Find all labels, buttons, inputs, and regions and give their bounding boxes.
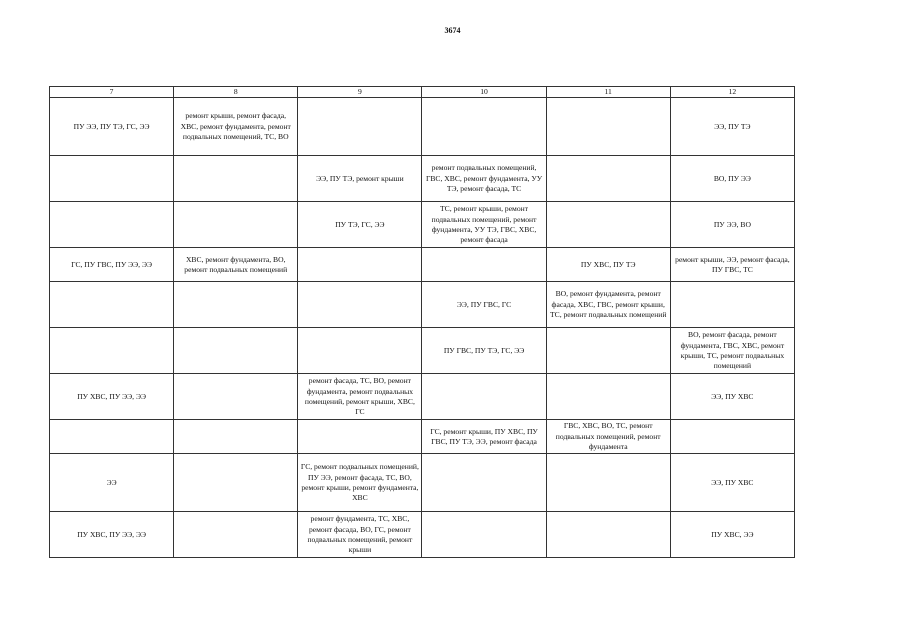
- table-cell: [298, 328, 422, 374]
- column-header: 7: [50, 87, 174, 98]
- table-cell: [422, 374, 546, 420]
- column-header: 12: [670, 87, 794, 98]
- table-cell: [298, 420, 422, 454]
- table-cell: [298, 282, 422, 328]
- table-cell: [174, 328, 298, 374]
- table-cell: ремонт фундамента, ТС, ХВС, ремонт фасада, ВО, ГС, ремонт подвальных помещений, ремонт крыши: [298, 512, 422, 558]
- table-cell: ЭЭ, ПУ ТЭ, ремонт крыши: [298, 156, 422, 202]
- table-cell: ПУ ХВС, ПУ ЭЭ, ЭЭ: [50, 512, 174, 558]
- table-cell: [546, 156, 670, 202]
- table-cell: ремонт крыши, ремонт фасада, ХВС, ремонт фундамента, ремонт подвальных помещений, ТС, ВО: [174, 98, 298, 156]
- table-cell: ЭЭ, ПУ ГВС, ГС: [422, 282, 546, 328]
- table-cell: ВО, ремонт фундамента, ремонт фасада, ХВС, ГВС, ремонт крыши, ТС, ремонт подвальных помещений: [546, 282, 670, 328]
- table-cell: [670, 282, 794, 328]
- table-cell: ремонт фасада, ТС, ВО, ремонт фундамента, ремонт подвальных помещений, ремонт крыши, ХВС, ГС: [298, 374, 422, 420]
- table-cell: [546, 374, 670, 420]
- table-cell: ГС, ремонт крыши, ПУ ХВС, ПУ ГВС, ПУ ТЭ, ЭЭ, ремонт фасада: [422, 420, 546, 454]
- table-cell: [298, 98, 422, 156]
- table-cell: [174, 282, 298, 328]
- table-row: [50, 156, 795, 202]
- table-cell: [422, 512, 546, 558]
- column-header: 9: [298, 87, 422, 98]
- table-cell: [422, 248, 546, 282]
- table-cell: [50, 328, 174, 374]
- table-cell: ПУ ХВС, ПУ ЭЭ, ЭЭ: [50, 374, 174, 420]
- table-cell: [50, 156, 174, 202]
- table-cell: [50, 420, 174, 454]
- table-cell: [546, 328, 670, 374]
- data-table: [49, 86, 795, 558]
- table-cell: [546, 98, 670, 156]
- table-cell: [50, 202, 174, 248]
- table-cell: ЭЭ, ПУ ХВС: [670, 374, 794, 420]
- table-cell: ПУ ТЭ, ГС, ЭЭ: [298, 202, 422, 248]
- table-cell: [174, 156, 298, 202]
- table-cell: ПУ ЭЭ, ПУ ТЭ, ГС, ЭЭ: [50, 98, 174, 156]
- table-cell: [546, 454, 670, 512]
- table-row: [50, 374, 795, 420]
- table-cell: ВО, ремонт фасада, ремонт фундамента, ГВС, ХВС, ремонт крыши, ТС, ремонт подвальных помещений: [670, 328, 794, 374]
- table-cell: ремонт крыши, ЭЭ, ремонт фасада, ПУ ГВС, ТС: [670, 248, 794, 282]
- column-header: 8: [174, 87, 298, 98]
- column-header: 11: [546, 87, 670, 98]
- table-row: [50, 420, 795, 454]
- table-cell: ПУ ХВС, ЭЭ: [670, 512, 794, 558]
- table-row: [50, 454, 795, 512]
- table-cell: ЭЭ, ПУ ТЭ: [670, 98, 794, 156]
- table-cell: [670, 420, 794, 454]
- table-cell: ЭЭ, ПУ ХВС: [670, 454, 794, 512]
- table-cell: [174, 202, 298, 248]
- table-cell: [50, 282, 174, 328]
- table-cell: ремонт подвальных помещений, ГВС, ХВС, ремонт фундамента, УУ ТЭ, ремонт фасада, ТС: [422, 156, 546, 202]
- table-cell: [298, 248, 422, 282]
- table-cell: [422, 98, 546, 156]
- table-cell: ПУ ХВС, ПУ ТЭ: [546, 248, 670, 282]
- column-header: 10: [422, 87, 546, 98]
- page-number: 3674: [444, 26, 461, 35]
- table-row: [50, 98, 795, 156]
- table-cell: ГВС, ХВС, ВО, ТС, ремонт подвальных помещений, ремонт фундамента: [546, 420, 670, 454]
- table-cell: [546, 202, 670, 248]
- header-row: [50, 87, 795, 98]
- table-cell: [174, 374, 298, 420]
- table-cell: ГС, ПУ ГВС, ПУ ЭЭ, ЭЭ: [50, 248, 174, 282]
- table-cell: ХВС, ремонт фундамента, ВО, ремонт подвальных помещений: [174, 248, 298, 282]
- table-row: [50, 512, 795, 558]
- table-cell: ВО, ПУ ЭЭ: [670, 156, 794, 202]
- table-cell: [174, 454, 298, 512]
- table-cell: [422, 454, 546, 512]
- table-cell: [174, 512, 298, 558]
- table-cell: ЭЭ: [50, 454, 174, 512]
- table-cell: ПУ ГВС, ПУ ТЭ, ГС, ЭЭ: [422, 328, 546, 374]
- table-row: [50, 328, 795, 374]
- table-cell: ТС, ремонт крыши, ремонт подвальных помещений, ремонт фундамента, УУ ТЭ, ГВС, ХВС, ремонт фасада: [422, 202, 546, 248]
- table-row: [50, 202, 795, 248]
- table-cell: [546, 512, 670, 558]
- table-cell: ГС, ремонт подвальных помещений, ПУ ЭЭ, ремонт фасада, ТС, ВО, ремонт крыши, ремонт фундамента, ХВС: [298, 454, 422, 512]
- table-row: [50, 282, 795, 328]
- table-row: [50, 248, 795, 282]
- table-cell: [174, 420, 298, 454]
- table-cell: ПУ ЭЭ, ВО: [670, 202, 794, 248]
